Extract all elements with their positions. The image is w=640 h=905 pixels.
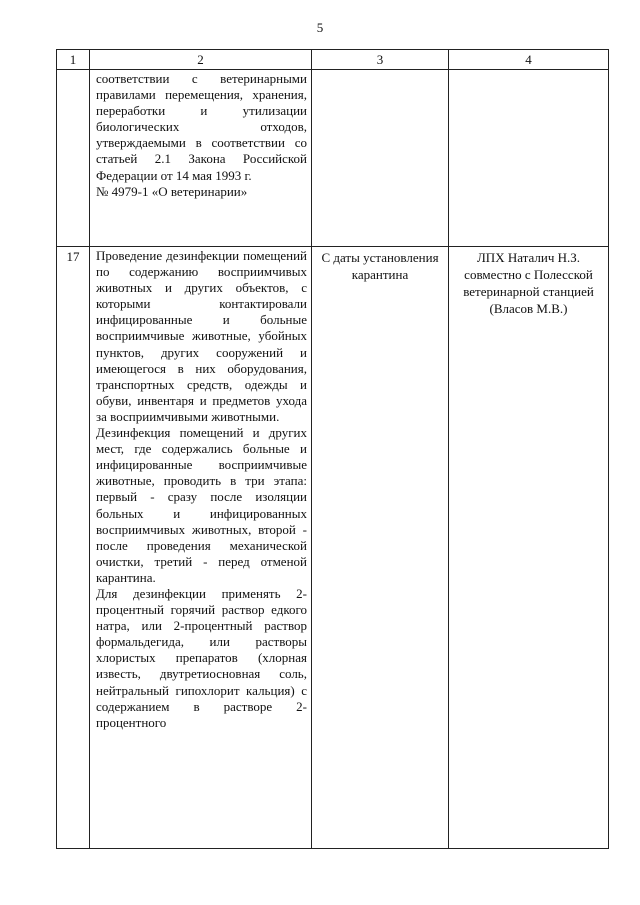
page-number: 5 — [316, 20, 324, 35]
measures-table — [56, 49, 609, 849]
measure-text: соответствии с ветеринарными правилами перемещения, хранения, переработки и утилизации биологических отходов, утверждаемыми в соответствии со статьей 2.1 Закона Российской Федерации от 14 мая 1993 г. — [96, 71, 307, 183]
responsible-text: ЛПХ Наталич Н.З. совместно с Полесской ветеринарной станцией (Власов М.В.) — [463, 250, 594, 316]
measure-paragraph-3: Для дезинфекции применять 2-процентный горячий раствор едкого натра, или 2-процентный раствор формальдегида, или растворы хлористых препаратов (хлорная известь, двутретиосновная соль, нейтральный гипохлорит кальция) с содержанием в растворе 2-процентного — [96, 585, 307, 730]
row-number-cell — [57, 247, 90, 849]
deadline-cell — [312, 247, 449, 849]
header-col-3: 3 — [312, 50, 449, 70]
header-col-4: 4 — [449, 50, 609, 70]
responsible-cell — [449, 247, 609, 849]
measure-paragraph-2: Дезинфекция помещений и других мест, где содержались больные и инфицированные восприимчивые животные, проводить в три этапа: первый - сразу после изоляции больных и инфицированных восприимчивых животных, второй - после проведения механической очистки, третий - перед отменой карантина. — [96, 425, 307, 585]
measure-cell — [90, 247, 312, 849]
measure-text-law: № 4979-1 «О ветеринарии» — [96, 183, 248, 199]
measure-paragraph-1: Проведение дезинфекции помещений по содержанию восприимчивых животных и других объектов, с которыми контактировали инфицированные и больные восприимчивые животные, убойных пунктов, других сооружений и имеющегося в них оборудования, транспортных средств, одежды и обуви, инвентаря и предметов ухода за восприимчивыми животными. — [96, 248, 307, 424]
row-number-cell — [57, 70, 90, 247]
measure-cell — [90, 70, 312, 247]
table-row — [57, 247, 609, 849]
table-header-row — [57, 50, 609, 70]
deadline-text: С даты установления карантина — [321, 250, 439, 282]
table-row — [57, 70, 609, 247]
deadline-cell — [312, 70, 449, 247]
responsible-cell — [449, 70, 609, 247]
header-col-2: 2 — [90, 50, 312, 70]
row-number: 17 — [66, 249, 80, 264]
header-col-1: 1 — [57, 50, 90, 70]
